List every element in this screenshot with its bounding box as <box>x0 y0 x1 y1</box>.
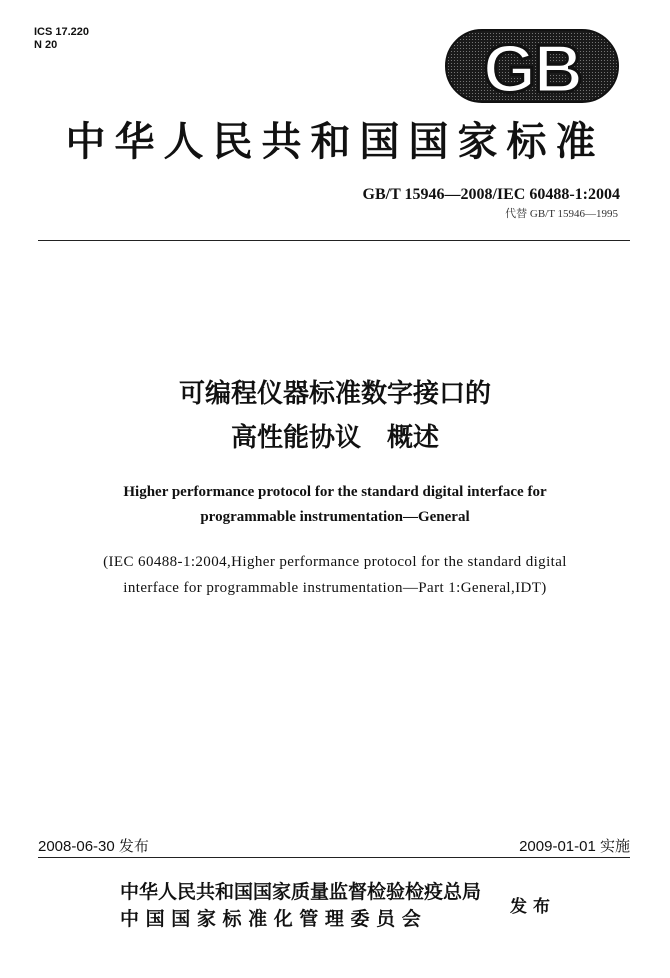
replaces-note: 代替 GB/T 15946—1995 <box>505 208 618 220</box>
ccs-code: N 20 <box>34 39 58 51</box>
issue-date: 2008-06-30 发布 <box>38 838 149 855</box>
classification-codes <box>34 26 89 52</box>
en-title-line2: programmable instrumentation—General <box>200 509 470 525</box>
top-divider <box>38 240 630 241</box>
issuer-sac: 中 国 国 家 标 准 化 管 理 委 员 会 <box>120 908 421 930</box>
en-title-line1: Higher performance protocol for the standard digital interface for <box>123 484 547 500</box>
issuer-aqsiq: 中华人民共和国国家质量监督检验检疫总局 <box>120 881 482 903</box>
implementation-date: 2009-01-01 实施 <box>519 838 630 855</box>
iec-reference-line1: (IEC 60488-1:2004,Higher performance protocol for the standard digital <box>103 554 567 570</box>
iec-reference-line2: interface for programmable instrumentation—Part 1:General,IDT) <box>123 580 547 596</box>
ics-code: ICS 17.220 <box>34 26 90 38</box>
national-standard-title: 中华人民共和国国家标准 <box>65 118 605 165</box>
standard-number: GB/T 15946—2008/IEC 60488-1:2004 <box>362 186 620 203</box>
cn-title-line1: 可编程仪器标准数字接口的 <box>178 379 491 409</box>
gb-logo <box>444 26 620 106</box>
cn-title-line2: 高性能协议 概述 <box>230 423 439 453</box>
gb-logo-text: GB <box>483 31 581 106</box>
bottom-divider <box>38 857 630 858</box>
publish-label: 发布 <box>510 897 556 917</box>
